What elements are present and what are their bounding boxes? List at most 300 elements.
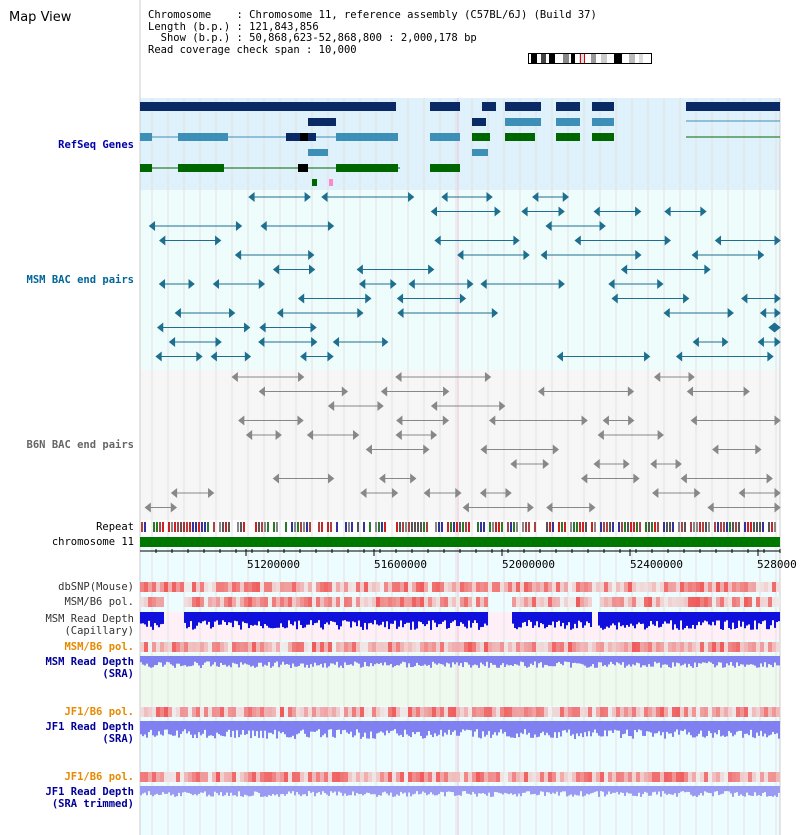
depth-bar <box>326 721 328 737</box>
heat-cell <box>692 642 696 652</box>
msm-pol-heat-strip[interactable] <box>140 597 780 607</box>
heat-cell <box>292 772 296 782</box>
heat-cell <box>776 597 780 607</box>
heat-cell <box>316 582 320 592</box>
depth-bar <box>664 721 666 739</box>
repeat-element <box>498 522 500 532</box>
depth-bar <box>380 786 382 796</box>
heat-cell <box>356 597 360 607</box>
depth-bar <box>522 721 524 734</box>
heat-cell <box>192 772 196 782</box>
heat-cell <box>548 582 552 592</box>
depth-bar <box>506 656 508 665</box>
heat-cell <box>440 772 444 782</box>
heat-cell <box>216 642 220 652</box>
depth-bar <box>394 721 396 729</box>
repeat-element <box>492 522 494 532</box>
depth-bar <box>348 721 350 734</box>
depth-bar <box>698 612 700 622</box>
depth-bar <box>370 656 372 663</box>
heat-cell <box>472 707 476 717</box>
depth-bar <box>688 612 690 628</box>
heat-cell <box>752 597 756 607</box>
heat-cell <box>372 582 376 592</box>
heat-cell <box>540 582 544 592</box>
heat-cell <box>188 582 192 592</box>
repeat-element <box>240 522 242 532</box>
depth-bar <box>396 656 398 665</box>
heat-cell <box>320 642 324 652</box>
depth-bar <box>148 721 150 732</box>
heat-cell <box>172 707 176 717</box>
depth-bar <box>258 721 260 738</box>
depth-bar <box>546 656 548 665</box>
depth-bar <box>612 721 614 733</box>
heat-cell <box>520 597 524 607</box>
depth-bar <box>342 786 344 796</box>
depth-bar <box>472 721 474 737</box>
heat-cell <box>288 772 292 782</box>
depth-bar <box>764 721 766 734</box>
heat-cell <box>760 772 764 782</box>
heat-cell <box>508 582 512 592</box>
depth-bar <box>500 656 502 665</box>
depth-bar <box>354 721 356 735</box>
depth-bar <box>338 612 340 629</box>
heat-cell <box>712 707 716 717</box>
repeat-element <box>396 522 398 532</box>
heat-cell <box>716 597 720 607</box>
depth-bar <box>382 786 384 792</box>
heat-cell <box>332 597 336 607</box>
heat-cell <box>540 772 544 782</box>
depth-bar <box>678 786 680 793</box>
heat-cell <box>372 642 376 652</box>
heat-cell <box>208 597 212 607</box>
depth-bar <box>396 786 398 794</box>
heat-cell <box>148 597 152 607</box>
heat-cell <box>232 642 236 652</box>
heat-cell <box>576 642 580 652</box>
heat-cell <box>212 642 216 652</box>
heat-cell <box>536 707 540 717</box>
heat-cell <box>288 582 292 592</box>
msm-pol-heat-strip-2[interactable] <box>140 642 780 652</box>
depth-bar <box>164 786 166 794</box>
heat-cell <box>452 707 456 717</box>
depth-bar <box>590 721 592 736</box>
jf1-pol-heat-strip[interactable] <box>140 707 780 717</box>
heat-cell <box>580 582 584 592</box>
heat-cell <box>164 772 168 782</box>
heat-cell <box>436 582 440 592</box>
depth-bar <box>534 721 536 734</box>
heat-cell <box>560 597 564 607</box>
depth-bar <box>220 656 222 663</box>
depth-bar <box>376 786 378 797</box>
heat-cell <box>664 642 668 652</box>
depth-bar <box>660 612 662 627</box>
heat-cell <box>196 642 200 652</box>
depth-bar <box>428 721 430 731</box>
depth-bar <box>540 612 542 623</box>
depth-bar <box>200 612 202 623</box>
depth-bar <box>300 786 302 796</box>
depth-bar <box>614 721 616 730</box>
heat-cell <box>304 707 308 717</box>
depth-bar <box>168 656 170 662</box>
heat-cell <box>552 772 556 782</box>
depth-bar <box>416 612 418 628</box>
depth-bar <box>300 721 302 731</box>
depth-bar <box>474 786 476 794</box>
depth-bar <box>462 656 464 667</box>
heat-cell <box>468 772 472 782</box>
depth-bar <box>624 656 626 668</box>
depth-bar <box>210 721 212 735</box>
heat-cell <box>556 772 560 782</box>
depth-bar <box>228 721 230 730</box>
repeat-element <box>441 522 443 532</box>
heat-cell <box>196 582 200 592</box>
depth-bar <box>266 786 268 797</box>
depth-bar <box>562 721 564 731</box>
depth-bar <box>728 656 730 665</box>
depth-bar <box>738 786 740 796</box>
depth-bar <box>592 656 594 664</box>
heat-cell <box>748 642 752 652</box>
depth-bar <box>718 786 720 795</box>
depth-bar <box>754 612 756 621</box>
jf1-pol-heat-strip-2[interactable] <box>140 772 780 782</box>
heat-cell <box>732 707 736 717</box>
depth-bar <box>588 656 590 667</box>
heat-cell <box>200 642 204 652</box>
heat-cell <box>204 642 208 652</box>
depth-bar <box>566 656 568 662</box>
heat-cell <box>276 707 280 717</box>
depth-bar <box>756 656 758 668</box>
heat-cell <box>420 772 424 782</box>
depth-bar <box>282 656 284 662</box>
depth-bar <box>424 612 426 626</box>
depth-bar <box>678 656 680 663</box>
heat-cell <box>552 582 556 592</box>
depth-bar <box>208 656 210 661</box>
depth-bar <box>382 612 384 622</box>
depth-bar <box>146 656 148 664</box>
heat-cell <box>364 582 368 592</box>
axis-tick-label: 51200000 <box>247 558 300 571</box>
depth-bar <box>144 656 146 665</box>
dbsnp-heat-strip[interactable] <box>140 582 780 592</box>
heat-cell <box>332 707 336 717</box>
depth-bar <box>588 721 590 731</box>
depth-bar <box>586 612 588 621</box>
heat-cell <box>384 642 388 652</box>
heat-cell <box>628 642 632 652</box>
depth-bar <box>678 612 680 630</box>
depth-bar <box>540 656 542 662</box>
depth-bar <box>484 786 486 794</box>
heat-cell <box>724 597 728 607</box>
depth-bar <box>430 612 432 630</box>
heat-cell <box>680 642 684 652</box>
depth-bar <box>708 786 710 793</box>
heat-cell <box>752 772 756 782</box>
heat-cell <box>556 597 560 607</box>
depth-bar <box>630 656 632 667</box>
heat-cell <box>732 597 736 607</box>
heat-cell <box>592 707 596 717</box>
heat-cell <box>164 582 168 592</box>
depth-bar <box>184 721 186 729</box>
depth-bar <box>370 721 372 732</box>
depth-bar <box>230 656 232 667</box>
depth-bar <box>184 786 186 792</box>
heat-cell <box>600 642 604 652</box>
depth-bar <box>536 786 538 795</box>
heat-cell <box>464 707 468 717</box>
heat-cell <box>304 597 308 607</box>
depth-bar <box>306 612 308 625</box>
depth-bar <box>640 612 642 624</box>
depth-bar <box>638 786 640 793</box>
depth-bar <box>366 656 368 666</box>
repeat-element <box>645 522 647 532</box>
depth-bar <box>524 786 526 793</box>
heat-cell <box>724 772 728 782</box>
depth-bar <box>288 612 290 620</box>
heat-cell <box>668 772 672 782</box>
heat-cell <box>524 642 528 652</box>
depth-bar <box>214 721 216 738</box>
heat-cell <box>204 772 208 782</box>
depth-bar <box>532 612 534 628</box>
heat-cell <box>544 772 548 782</box>
depth-bar <box>348 786 350 795</box>
heat-cell <box>288 597 292 607</box>
depth-bar <box>226 786 228 793</box>
depth-bar <box>602 656 604 666</box>
heat-cell <box>316 597 320 607</box>
heat-cell <box>720 772 724 782</box>
depth-bar <box>500 786 502 793</box>
depth-bar <box>274 656 276 663</box>
depth-bar <box>264 612 266 624</box>
refseq-track-bg <box>140 98 780 190</box>
depth-bar <box>468 721 470 730</box>
heat-cell <box>412 597 416 607</box>
depth-bar <box>498 656 500 668</box>
heat-cell <box>260 582 264 592</box>
depth-bar <box>216 656 218 666</box>
heat-cell <box>380 707 384 717</box>
depth-bar <box>704 656 706 663</box>
heat-cell <box>292 597 296 607</box>
depth-bar <box>668 721 670 734</box>
depth-bar <box>204 612 206 621</box>
depth-bar <box>616 721 618 730</box>
heat-cell <box>264 582 268 592</box>
depth-bar <box>722 786 724 794</box>
heat-cell <box>548 772 552 782</box>
depth-bar <box>152 721 154 735</box>
heat-cell <box>364 597 368 607</box>
depth-bar <box>270 612 272 628</box>
heat-cell <box>516 642 520 652</box>
depth-bar <box>312 786 314 792</box>
depth-bar <box>538 786 540 795</box>
heat-cell <box>152 772 156 782</box>
depth-bar <box>668 656 670 667</box>
heat-cell <box>316 772 320 782</box>
depth-bar <box>434 786 436 795</box>
repeat-element <box>657 522 659 532</box>
depth-bar <box>666 721 668 732</box>
heat-cell <box>380 582 384 592</box>
repeat-element <box>168 522 170 532</box>
depth-bar <box>654 656 656 662</box>
depth-bar <box>230 612 232 623</box>
depth-bar <box>402 656 404 662</box>
heat-cell <box>660 597 664 607</box>
heat-cell <box>596 772 600 782</box>
repeat-element <box>609 522 611 532</box>
depth-bar <box>482 612 484 627</box>
depth-bar <box>662 786 664 791</box>
depth-bar <box>172 721 174 736</box>
heat-cell <box>768 772 772 782</box>
depth-bar <box>252 656 254 666</box>
depth-bar <box>416 656 418 663</box>
depth-bar <box>752 721 754 737</box>
depth-bar <box>646 721 648 731</box>
depth-bar <box>538 721 540 737</box>
heat-cell <box>336 582 340 592</box>
depth-bar <box>438 656 440 663</box>
msm-pol-label-2: MSM/B6 pol. <box>64 641 134 653</box>
depth-bar <box>282 612 284 627</box>
depth-bar <box>462 721 464 729</box>
heat-cell <box>496 707 500 717</box>
depth-bar <box>404 721 406 730</box>
depth-bar <box>736 721 738 732</box>
depth-bar <box>352 612 354 621</box>
depth-bar <box>412 721 414 732</box>
heat-cell <box>328 597 332 607</box>
heat-cell <box>484 597 488 607</box>
heat-cell <box>212 582 216 592</box>
depth-bar <box>398 656 400 665</box>
heat-cell <box>580 597 584 607</box>
depth-bar <box>604 786 606 796</box>
depth-bar <box>162 612 164 624</box>
heat-cell <box>360 597 364 607</box>
heat-cell <box>632 772 636 782</box>
depth-bar <box>386 786 388 794</box>
depth-bar <box>262 656 264 667</box>
depth-bar <box>724 656 726 667</box>
depth-bar <box>180 656 182 666</box>
depth-bar <box>670 656 672 668</box>
repeat-element <box>594 522 596 532</box>
depth-bar <box>272 656 274 666</box>
depth-bar <box>382 721 384 733</box>
repeat-element <box>684 522 686 532</box>
depth-bar <box>580 786 582 791</box>
depth-bar <box>228 612 230 622</box>
depth-bar <box>590 786 592 793</box>
heat-cell <box>680 597 684 607</box>
depth-bar <box>402 786 404 794</box>
depth-bar <box>658 721 660 731</box>
heat-cell <box>484 772 488 782</box>
depth-bar <box>766 721 768 737</box>
depth-bar <box>636 656 638 663</box>
depth-bar <box>454 656 456 664</box>
depth-bar <box>340 721 342 734</box>
heat-cell <box>456 707 460 717</box>
depth-bar <box>362 721 364 737</box>
heat-cell <box>332 582 336 592</box>
depth-bar <box>682 612 684 630</box>
depth-bar <box>374 721 376 739</box>
depth-bar <box>312 656 314 667</box>
depth-bar <box>750 656 752 664</box>
depth-bar <box>710 612 712 625</box>
repeat-element <box>255 522 257 532</box>
heat-cell <box>464 642 468 652</box>
depth-bar <box>524 656 526 666</box>
depth-bar <box>272 721 274 734</box>
heat-cell <box>688 642 692 652</box>
heat-cell <box>408 597 412 607</box>
depth-bar <box>578 612 580 621</box>
depth-bar <box>586 656 588 668</box>
depth-bar <box>544 786 546 796</box>
depth-bar <box>470 612 472 628</box>
heat-cell <box>324 642 328 652</box>
heat-cell <box>764 707 768 717</box>
depth-bar <box>502 786 504 794</box>
depth-bar <box>458 786 460 795</box>
depth-bar <box>710 656 712 663</box>
repeat-element <box>552 522 554 532</box>
depth-bar <box>620 656 622 665</box>
heat-cell <box>648 707 652 717</box>
heat-cell <box>680 582 684 592</box>
heat-cell <box>520 772 524 782</box>
heat-cell <box>556 642 560 652</box>
heat-cell <box>660 707 664 717</box>
heat-cell <box>524 707 528 717</box>
heat-cell <box>268 582 272 592</box>
heat-cell <box>768 597 772 607</box>
depth-bar <box>480 721 482 738</box>
heat-cell <box>692 582 696 592</box>
depth-bar <box>376 656 378 663</box>
depth-bar <box>700 721 702 731</box>
heat-cell <box>304 582 308 592</box>
depth-bar <box>242 786 244 797</box>
depth-bar <box>248 612 250 628</box>
depth-bar <box>350 721 352 732</box>
depth-bar <box>632 612 634 626</box>
depth-bar <box>672 786 674 795</box>
depth-bar <box>204 786 206 791</box>
depth-bar <box>652 612 654 624</box>
